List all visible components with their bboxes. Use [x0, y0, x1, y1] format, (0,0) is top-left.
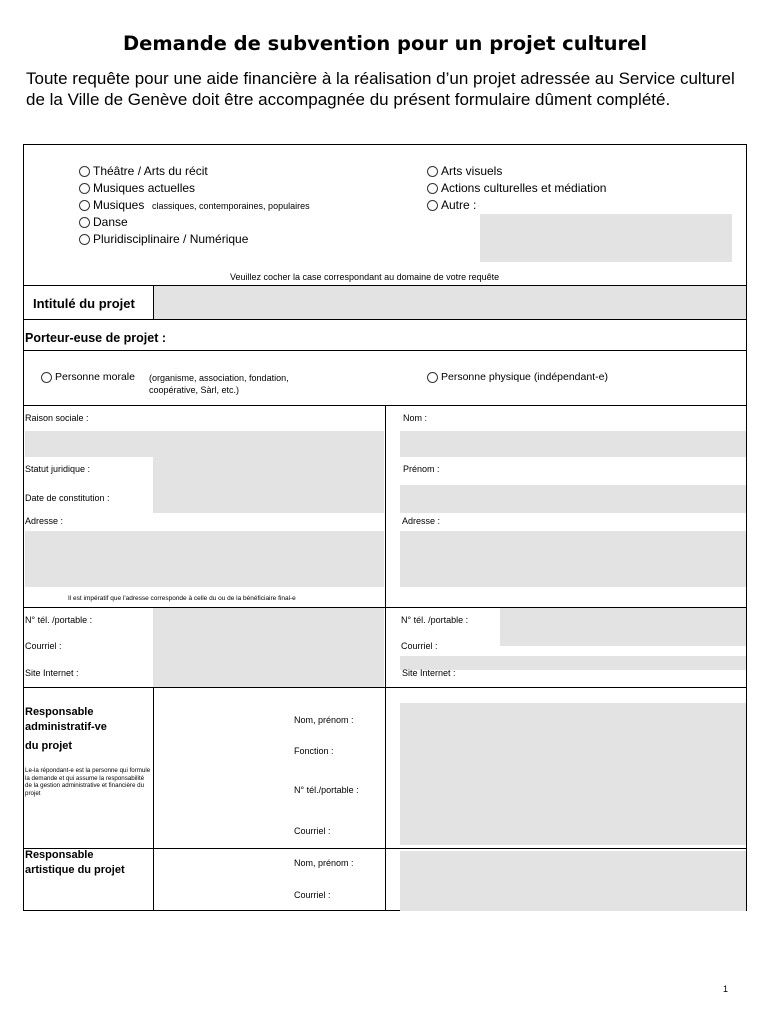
radio-autre[interactable] [427, 200, 438, 211]
project-title-input[interactable] [154, 286, 746, 319]
carrier-label: Porteur-euse de projet : [25, 331, 166, 345]
project-title-label: Intitulé du projet [33, 296, 135, 311]
admin-heading-2: administratif-ve [25, 721, 107, 733]
radio-musiques-actuelles[interactable] [79, 183, 90, 194]
nom-right-label: Nom : [403, 413, 428, 423]
admin-tel-label: N° tél./portable : [294, 785, 359, 795]
prenom-right-input[interactable] [400, 485, 746, 513]
adresse-left-input[interactable] [25, 531, 384, 587]
radio-theatre[interactable] [79, 166, 90, 177]
admin-heading-1: Responsable [25, 706, 94, 718]
personne-physique-label: Personne physique (indépendant-e) [441, 371, 608, 383]
admin-heading-3: du projet [25, 740, 73, 752]
raison-sociale-label: Raison sociale : [25, 413, 89, 423]
site-left-label: Site Internet : [25, 668, 79, 678]
raison-sociale-input[interactable] [25, 431, 384, 457]
form-title: Demande de subvention pour un projet culturel [122, 32, 648, 55]
domain-musiques-label: Musiques [93, 198, 145, 212]
tel-right-label: N° tél. /portable : [401, 615, 469, 625]
domain-actions-culturelles-label: Actions culturelles et médiation [441, 181, 607, 195]
prenom-right-label: Prénom : [403, 464, 440, 474]
admin-input[interactable] [400, 703, 746, 845]
adresse-note: Il est impératif que l'adresse corresponde à celle du ou de la bénéficiaire final-e [68, 595, 296, 602]
autre-input[interactable] [480, 214, 732, 262]
radio-personne-physique[interactable] [427, 372, 438, 383]
admin-nom-label: Nom, prénom : [294, 715, 354, 725]
artistic-input[interactable] [400, 851, 746, 911]
adresse-right-label: Adresse : [402, 516, 441, 526]
domain-theatre-label: Théâtre / Arts du récit [93, 164, 208, 178]
radio-arts-visuels[interactable] [427, 166, 438, 177]
application-form [23, 144, 747, 911]
page-number: 1 [722, 984, 728, 994]
domain-musiques-actuelles-label: Musiques actuelles [93, 181, 196, 195]
radio-actions-culturelles[interactable] [427, 183, 438, 194]
courriel-left-label: Courriel : [25, 641, 62, 651]
domain-danse-label: Danse [93, 215, 128, 229]
artistic-nom-label: Nom, prénom : [294, 858, 354, 868]
domain-autre-label: Autre : [441, 198, 477, 212]
statut-juridique-label: Statut juridique : [25, 464, 91, 474]
nom-right-input[interactable] [400, 431, 746, 457]
tel-right-input[interactable] [500, 608, 746, 646]
radio-personne-morale[interactable] [41, 372, 52, 383]
admin-courriel-label: Courriel : [294, 826, 331, 836]
domain-pluridisciplinaire-label: Pluridisciplinaire / Numérique [93, 232, 249, 246]
adresse-left-label: Adresse : [25, 516, 64, 526]
artistic-heading-1: Responsable [25, 849, 94, 861]
site-right-label: Site Internet : [402, 668, 456, 678]
courriel-right-label: Courriel : [401, 641, 438, 651]
contact-left-input[interactable] [153, 608, 384, 687]
domain-arts-visuels-label: Arts visuels [441, 164, 503, 178]
admin-note: Le-la répondant-e est la personne qui formule la demande et qui assume la responsabilité de la gestion administrative et financière du projet [25, 767, 151, 797]
personne-morale-note-2: coopérative, Sàrl, etc.) [149, 385, 240, 395]
personne-morale-label: Personne morale [55, 371, 135, 383]
artistic-heading-2: artistique du projet [25, 864, 125, 876]
radio-pluridisciplinaire[interactable] [79, 234, 90, 245]
tel-left-label: N° tél. /portable : [25, 615, 93, 625]
radio-musiques[interactable] [79, 200, 90, 211]
intro-text: Toute requête pour une aide financière à la réalisation d’un projet adressée au Service culturel de la Ville de Genève doit être accompagnée du présent formulaire dûment complété. [26, 69, 735, 109]
domain-musiques-note: classiques, contemporaines, populaires [152, 201, 310, 211]
radio-danse[interactable] [79, 217, 90, 228]
admin-fonction-label: Fonction : [294, 746, 334, 756]
adresse-right-input[interactable] [400, 531, 746, 587]
personne-morale-note-1: (organisme, association, fondation, [149, 373, 289, 383]
artistic-courriel-label: Courriel : [294, 890, 331, 900]
domain-instruction: Veuillez cocher la case correspondant au domaine de votre requête [230, 272, 500, 282]
date-constitution-label: Date de constitution : [25, 493, 110, 503]
statut-date-input[interactable] [153, 457, 384, 513]
